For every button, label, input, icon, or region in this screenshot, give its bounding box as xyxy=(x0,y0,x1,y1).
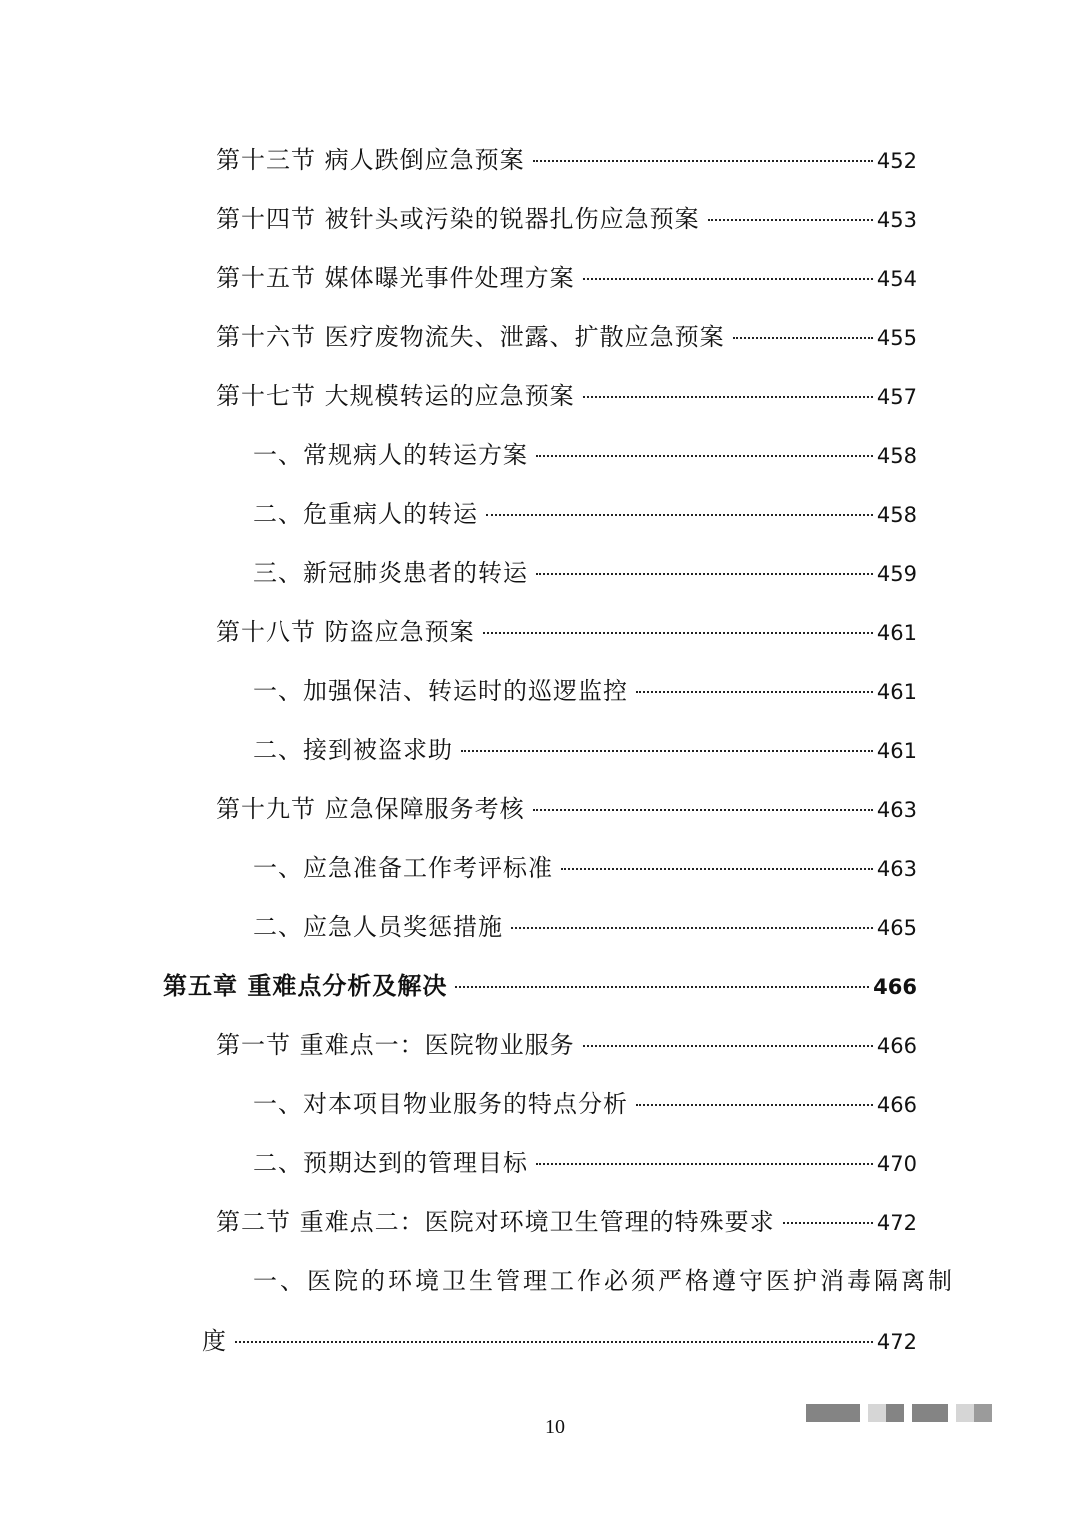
toc-entry xyxy=(216,317,917,357)
toc-entry-title: 二、危重病人的转运 xyxy=(253,500,478,528)
toc-entry xyxy=(253,1143,917,1183)
watermark-logo xyxy=(806,1404,992,1422)
toc-entry-page: 472 xyxy=(876,1330,917,1354)
toc-entry xyxy=(253,435,917,475)
toc-entry-title: 第十三节 病人跌倒应急预案 xyxy=(216,146,525,174)
dot-leader xyxy=(583,1045,873,1047)
toc-entry-page: 461 xyxy=(876,739,917,763)
toc-entry-page: 466 xyxy=(873,975,917,999)
toc-entry-title: 第五章 重难点分析及解决 xyxy=(163,971,448,1000)
toc-entry-page: 461 xyxy=(876,621,917,645)
toc-entry xyxy=(216,258,917,298)
toc-entry-title: 一、应急准备工作考评标准 xyxy=(253,854,553,882)
toc-entry-page: 457 xyxy=(876,385,917,409)
dot-leader xyxy=(583,278,873,280)
toc-entry-title: 第二节 重难点二：医院对环境卫生管理的特殊要求 xyxy=(216,1208,775,1236)
toc-entry xyxy=(253,671,917,711)
toc-entry-page: 455 xyxy=(876,326,917,350)
toc-entry xyxy=(216,140,917,180)
toc-entry-title: 第十七节 大规模转运的应急预案 xyxy=(216,382,575,410)
toc-entry xyxy=(253,907,917,947)
toc-entry xyxy=(216,789,917,829)
toc-entry xyxy=(253,730,917,770)
dot-leader xyxy=(533,809,873,811)
toc-entry-title: 一、加强保洁、转运时的巡逻监控 xyxy=(253,677,628,705)
toc-entry xyxy=(253,494,917,534)
toc-entry-page: 466 xyxy=(876,1093,917,1117)
dot-leader xyxy=(636,1104,873,1106)
toc-entry xyxy=(216,199,917,239)
dot-leader xyxy=(561,868,873,870)
toc-entry-title: 一、对本项目物业服务的特点分析 xyxy=(253,1090,628,1118)
dot-leader xyxy=(486,514,873,516)
toc-entry-title: 第十九节 应急保障服务考核 xyxy=(216,795,525,823)
toc-entry xyxy=(253,848,917,888)
dot-leader xyxy=(461,750,873,752)
dot-leader xyxy=(511,927,873,929)
toc-entry-title: 第一节 重难点一：医院物业服务 xyxy=(216,1031,575,1059)
toc-entry xyxy=(216,376,917,416)
dot-leader xyxy=(533,160,873,162)
toc-entry-title: 二、接到被盗求助 xyxy=(253,736,453,764)
toc-entry-title: 三、新冠肺炎患者的转运 xyxy=(253,559,528,587)
toc-entry xyxy=(216,612,917,652)
toc-entry-title: 二、预期达到的管理目标 xyxy=(253,1149,528,1177)
dot-leader xyxy=(455,986,869,988)
toc-entry-page: 453 xyxy=(876,208,917,232)
toc-entry-title: 第十八节 防盗应急预案 xyxy=(216,618,475,646)
toc-wrapped-entry-line1: 一、医院的环境卫生管理工作必须严格遵守医护消毒隔离制 xyxy=(253,1267,955,1295)
toc-entry-page: 470 xyxy=(876,1152,917,1176)
toc-entry-page: 458 xyxy=(876,503,917,527)
toc-entry-title: 第十四节 被针头或污染的锐器扎伤应急预案 xyxy=(216,205,700,233)
toc-entry-page: 458 xyxy=(876,444,917,468)
toc-entry xyxy=(216,1202,917,1242)
toc-chapter-entry xyxy=(163,966,917,1006)
dot-leader xyxy=(536,455,873,457)
toc-entry xyxy=(253,553,917,593)
dot-leader xyxy=(536,1163,873,1165)
toc-entry-page: 459 xyxy=(876,562,917,586)
dot-leader xyxy=(708,219,873,221)
dot-leader xyxy=(783,1222,873,1224)
toc-entry-page: 463 xyxy=(876,857,917,881)
toc-entry-title: 第十六节 医疗废物流失、泄露、扩散应急预案 xyxy=(216,323,725,351)
toc-entry xyxy=(202,1321,917,1361)
toc-entry-title: 二、应急人员奖惩措施 xyxy=(253,913,503,941)
toc-entry-title: 度 xyxy=(202,1327,227,1355)
toc-entry-page: 472 xyxy=(876,1211,917,1235)
dot-leader xyxy=(636,691,873,693)
toc-entry-page: 465 xyxy=(876,916,917,940)
dot-leader xyxy=(483,632,873,634)
toc-entry-title: 第十五节 媒体曝光事件处理方案 xyxy=(216,264,575,292)
toc-entry xyxy=(216,1025,917,1065)
page-number: 10 xyxy=(545,1416,565,1438)
toc-entry-page: 466 xyxy=(876,1034,917,1058)
toc-entry-title: 一、常规病人的转运方案 xyxy=(253,441,528,469)
toc-entry-page: 463 xyxy=(876,798,917,822)
dot-leader xyxy=(733,337,873,339)
dot-leader xyxy=(536,573,873,575)
dot-leader xyxy=(583,396,873,398)
toc-entry-page: 454 xyxy=(876,267,917,291)
toc-entry-page: 452 xyxy=(876,149,917,173)
toc-entry xyxy=(253,1084,917,1124)
toc-entry-page: 461 xyxy=(876,680,917,704)
dot-leader xyxy=(235,1341,873,1343)
